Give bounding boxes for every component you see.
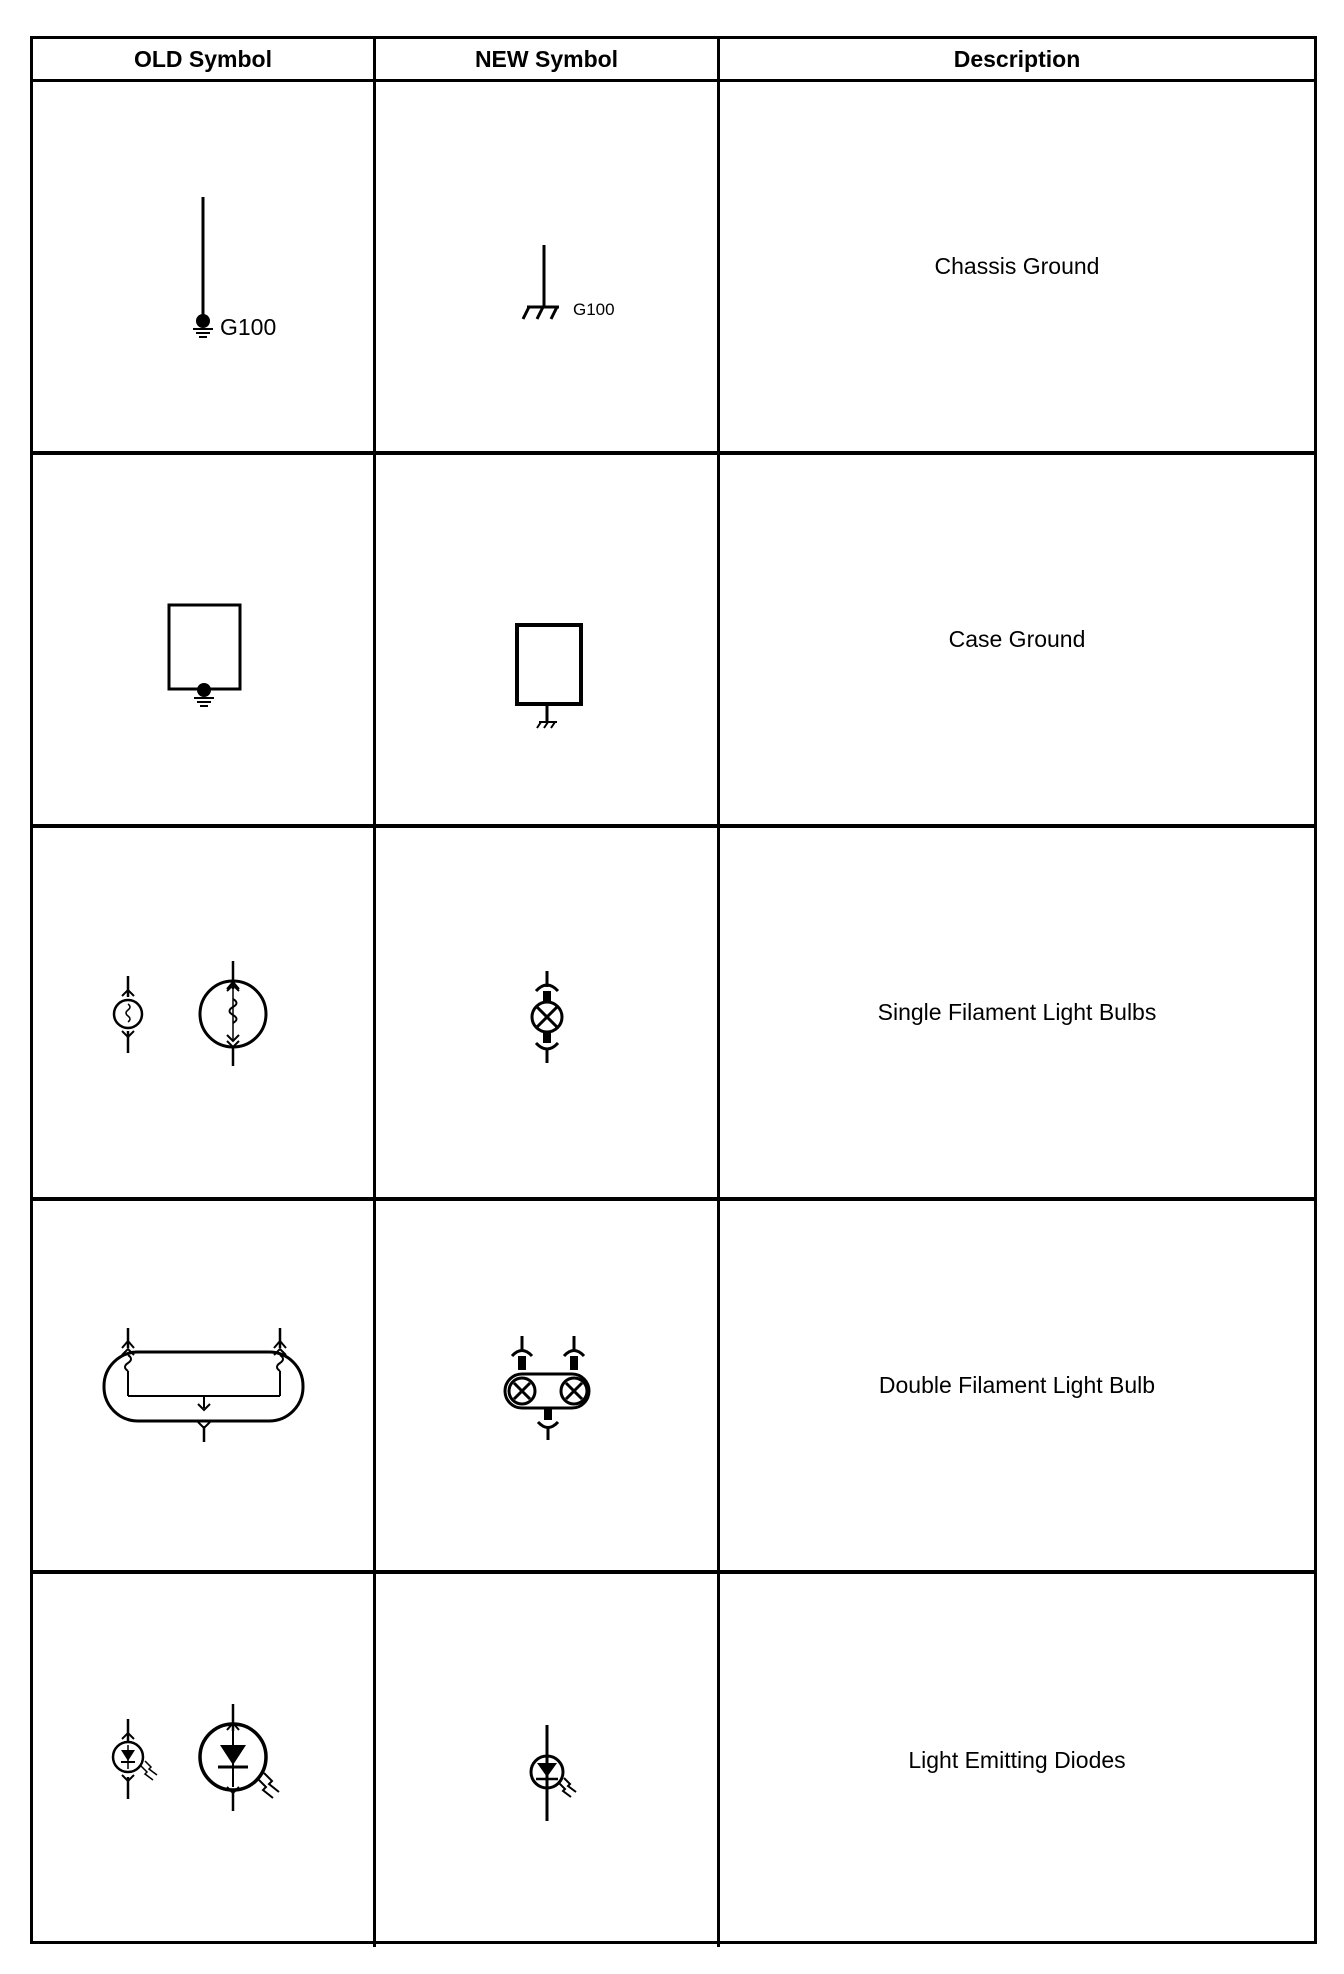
description-cell: Light Emitting Diodes (908, 1747, 1126, 1773)
table-row (33, 1574, 1314, 1947)
single-filament-bulb-old-icon (53, 863, 353, 1163)
led-old-icon (53, 1611, 353, 1911)
table-row (33, 455, 1314, 828)
description-cell: Double Filament Light Bulb (878, 1372, 1156, 1398)
symbol-table (30, 36, 1317, 1944)
new-symbol-cell (376, 1574, 720, 1947)
new-symbol-cell (376, 82, 720, 451)
new-symbol-cell (376, 828, 720, 1197)
old-symbol-cell (33, 82, 376, 451)
old-symbol-cell (33, 455, 376, 824)
description-cell: Chassis Ground (934, 253, 1100, 279)
chassis-ground-new-icon (447, 117, 647, 417)
header-description: Description (953, 45, 1081, 72)
double-filament-bulb-new-icon (447, 1236, 647, 1536)
description-cell: Case Ground (948, 626, 1086, 652)
header-new-symbol: NEW Symbol (376, 39, 720, 79)
table-header (33, 39, 1314, 82)
case-ground-new-icon (447, 490, 647, 790)
single-filament-bulb-new-icon (447, 863, 647, 1163)
new-symbol-cell (376, 455, 720, 824)
chassis-ground-old-icon (103, 117, 303, 417)
table-row (33, 82, 1314, 455)
led-new-icon (447, 1611, 647, 1911)
table-row (33, 828, 1314, 1201)
old-symbol-cell (33, 1201, 376, 1570)
new-symbol-cell (376, 1201, 720, 1570)
double-filament-bulb-old-icon (83, 1236, 323, 1536)
old-symbol-cell (33, 1574, 376, 1947)
header-old-symbol: OLD Symbol (33, 39, 376, 79)
table-row (33, 1201, 1314, 1574)
ground-label: G100 (220, 313, 277, 340)
case-ground-old-icon (103, 490, 303, 790)
old-symbol-cell (33, 828, 376, 1197)
description-cell: Single Filament Light Bulbs (877, 999, 1157, 1025)
ground-label: G100 (572, 299, 615, 319)
